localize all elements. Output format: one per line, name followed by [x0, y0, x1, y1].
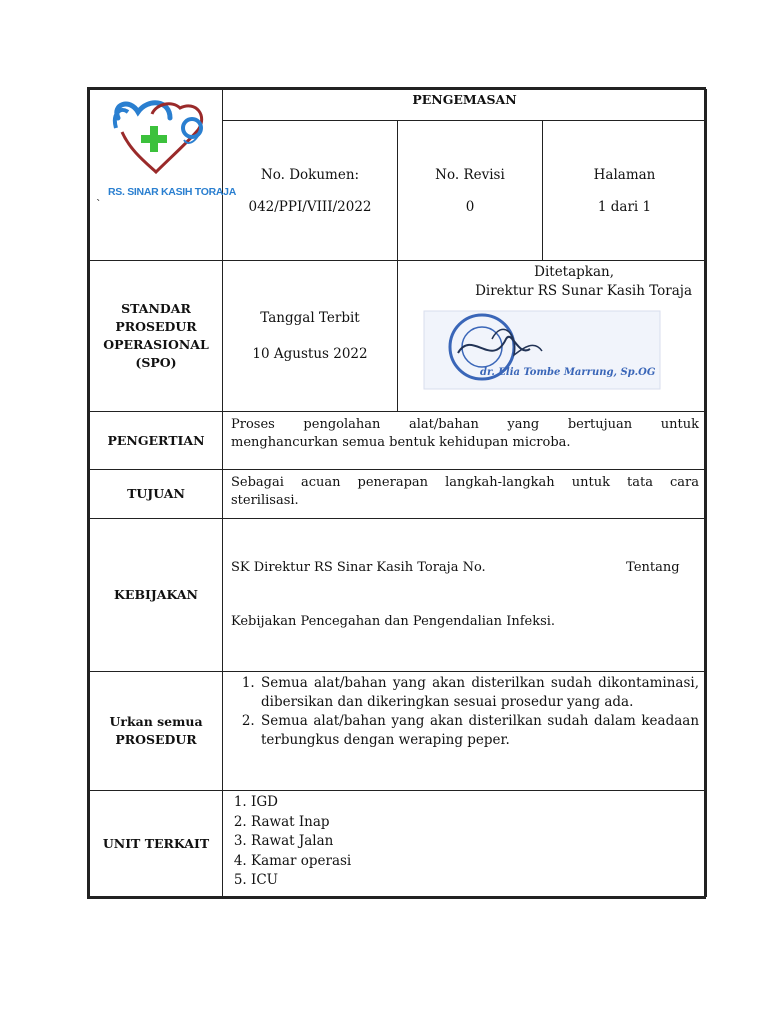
purpose-text [223, 470, 707, 519]
procedure-item: 1. Semua alat/bahan yang akan disterilkan sudah dikontaminasi, dibersikan dan dikeringkan sesuai prosedur yang ada. [259, 674, 699, 712]
spo-label-line-1: STANDAR [121, 301, 191, 316]
issue-date-cell [223, 261, 398, 412]
related-unit-item: 3. Rawat Jalan [251, 832, 699, 852]
related-unit-item: 2. Rawat Inap [251, 813, 699, 833]
document-number-label: No. Dokumen: [260, 166, 360, 183]
issue-date-label: Tanggal Terbit [260, 310, 360, 326]
procedure-list-cell [223, 672, 707, 791]
definition-line-2: menghancurkan semua bentuk kehidupan microba. [231, 435, 571, 450]
established-text: Ditetapkan, [534, 264, 615, 280]
logo-cell [90, 90, 236, 261]
logo-mark: ` [96, 198, 102, 211]
spo-document [87, 87, 706, 899]
policy-label: KEBIJAKAN [90, 519, 223, 672]
page-cell [543, 121, 707, 261]
logo-text: RS. SINAR KASIH TORAJA [108, 186, 236, 198]
page-label: Halaman [593, 166, 656, 183]
document-number-value: 042/PPI/VIII/2022 [248, 198, 372, 215]
approval-cell [398, 261, 707, 412]
spo-label-cell [90, 261, 223, 412]
page-value: 1 dari 1 [597, 198, 652, 215]
related-units-label: UNIT TERKAIT [90, 791, 223, 897]
revision-value: 0 [465, 198, 475, 215]
signer-name: dr. Elia Tombe Marrung, Sp.OG [480, 367, 656, 378]
procedure-list [231, 674, 699, 750]
purpose-line-2: sterilisasi. [231, 493, 299, 508]
related-units-list [231, 793, 699, 891]
related-unit-item: 1. IGD [251, 793, 699, 813]
policy-line-2: Kebijakan Pencegahan dan Pengendalian Infeksi. [231, 614, 556, 629]
revision-label: No. Revisi [435, 166, 505, 183]
official-stamp-signature [422, 309, 662, 391]
spo-label-line-4: (SPO) [135, 355, 177, 370]
related-unit-item: 5. ICU [251, 871, 699, 891]
document-number-cell [223, 121, 398, 261]
procedure-label-line-2: PROSEDUR [115, 732, 197, 747]
procedure-label-cell [90, 672, 223, 791]
purpose-line-1: Sebagai acuan penerapan langkah-langkah untuk tata cara [231, 475, 700, 490]
policy-text [223, 519, 707, 672]
revision-cell [398, 121, 543, 261]
definition-line-1: Proses pengolahan alat/bahan yang bertujuan untuk [231, 417, 700, 432]
related-unit-item: 4. Kamar operasi [251, 852, 699, 872]
spo-label-line-3: OPERASIONAL [103, 337, 209, 352]
spo-label-line-2: PROSEDUR [115, 319, 197, 334]
policy-line-1: SK Direktur RS Sinar Kasih Toraja No. Tentang [231, 560, 680, 575]
spo-table [89, 89, 707, 897]
director-text: Direktur RS Sunar Kasih Toraja [475, 283, 693, 299]
definition-text [223, 412, 707, 470]
procedure-item: 2. Semua alat/bahan yang akan disterilkan sudah dalam keadaan terbungkus dengan weraping peper. [259, 712, 699, 750]
document-title: PENGEMASAN [223, 90, 707, 121]
issue-date-value: 10 Agustus 2022 [252, 346, 368, 362]
purpose-label: TUJUAN [90, 470, 223, 519]
definition-label: PENGERTIAN [90, 412, 223, 470]
procedure-label-line-1: Urkan semua [109, 714, 203, 729]
related-units-cell [223, 791, 707, 897]
hospital-logo [90, 90, 222, 230]
